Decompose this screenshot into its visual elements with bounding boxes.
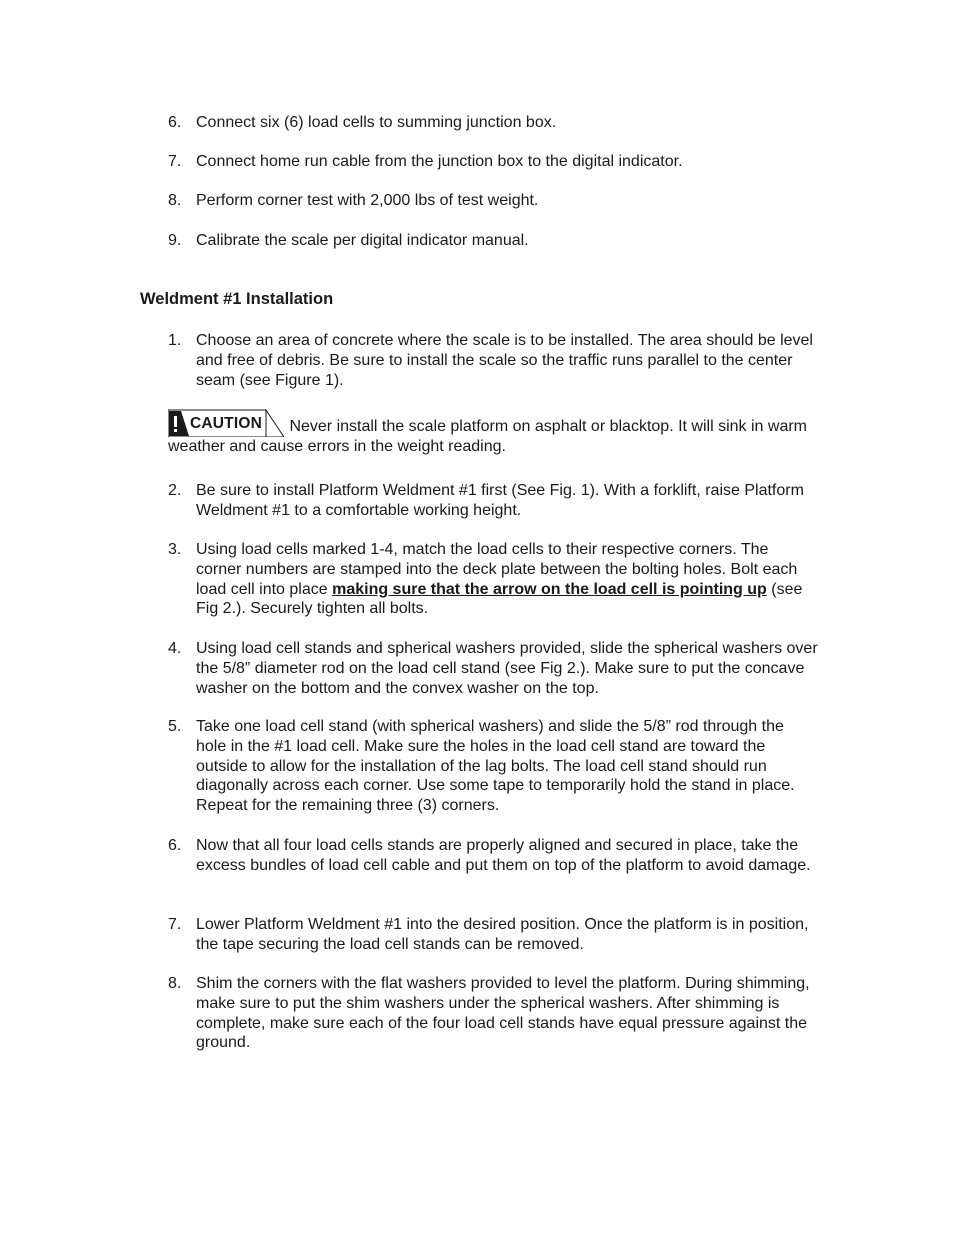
step-item-4 xyxy=(168,639,818,698)
section-heading: Weldment #1 Installation xyxy=(140,290,334,308)
step-text-emphasis: making sure that the arrow on the load cell is pointing up xyxy=(332,580,767,598)
step-number: 5. xyxy=(168,718,182,735)
step-number: 8. xyxy=(168,975,182,992)
step-item-2 xyxy=(168,481,818,521)
step-text xyxy=(196,540,818,619)
step-text: Now that all four load cells stands are properly aligned and secured in place, take the excess bundles of load cell cable and put them on top of the platform to avoid damage. xyxy=(196,837,811,874)
step-number: 6. xyxy=(168,837,182,854)
list-text: Connect home run cable from the junction box to the digital indicator. xyxy=(196,153,683,170)
step-text: Lower Platform Weldment #1 into the desired position. Once the platform is in position, the tape securing the load cell stands can be removed. xyxy=(196,916,809,953)
step-text-after: (see Fig 2.). Securely tighten all bolts. xyxy=(196,580,803,618)
step-number: 7. xyxy=(168,916,182,933)
caution-text: Never install the scale platform on asphalt or blacktop. It will sink in warm weather and cause errors in the weight reading. xyxy=(168,418,807,455)
list-number: 9. xyxy=(168,232,182,249)
step-text: Choose an area of concrete where the scale is to be installed. The area should be level and free of debris. Be sure to install the scale so the traffic runs parallel to the center seam (see Figure 1). xyxy=(196,332,813,389)
list-number: 7. xyxy=(168,153,182,170)
list-item xyxy=(168,231,818,251)
step-text: Using load cell stands and spherical washers provided, slide the spherical washers over the 5/8” diameter rod on the load cell stand (see Fig 2.). Make sure to put the concave washer on the bottom and the convex washer on the top. xyxy=(196,640,818,697)
list-text: Connect six (6) load cells to summing junction box. xyxy=(196,114,557,131)
caution-badge xyxy=(168,409,284,437)
step-item-5 xyxy=(168,717,818,816)
list-number: 8. xyxy=(168,192,182,209)
step-item-6 xyxy=(168,836,818,876)
step-number: 1. xyxy=(168,332,182,349)
step-item-8 xyxy=(168,974,818,1053)
step-item-3 xyxy=(168,540,818,619)
step-number: 3. xyxy=(168,541,182,558)
step-text: Be sure to install Platform Weldment #1 first (See Fig. 1). With a forklift, raise Platform Weldment #1 to a comfortable working height. xyxy=(196,482,804,519)
list-item xyxy=(168,191,818,211)
list-item xyxy=(168,113,818,133)
caution-label: CAUTION xyxy=(190,415,263,432)
list-text: Perform corner test with 2,000 lbs of test weight. xyxy=(196,192,539,209)
step-text: Shim the corners with the flat washers provided to level the platform. During shimming, make sure to put the shim washers under the spherical washers. After shimming is complete, make sure each of the four load cell stands have equal pressure against the ground. xyxy=(196,975,810,1052)
step-item-1 xyxy=(168,331,818,390)
step-text-before: Using load cells marked 1-4, match the load cells to their respective corners. The corner numbers are stamped into the deck plate between the bolting holes. Bolt each load cell into place xyxy=(196,541,798,598)
caution-note xyxy=(168,409,818,457)
step-number: 4. xyxy=(168,640,182,657)
list-text: Calibrate the scale per digital indicator manual. xyxy=(196,232,529,249)
step-text: Take one load cell stand (with spherical washers) and slide the 5/8” rod through the hole in the #1 load cell. Make sure the holes in the load cell stand are toward the outside to allow for the installation of the lag bolts. The load cell stand should run diagonally across each corner. Use some tape to temporarily hold the stand in place. Repeat for the remaining three (3) corners. xyxy=(196,718,795,815)
step-item-7 xyxy=(168,915,818,955)
list-item xyxy=(168,152,818,172)
list-number: 6. xyxy=(168,114,182,131)
step-number: 2. xyxy=(168,482,182,499)
